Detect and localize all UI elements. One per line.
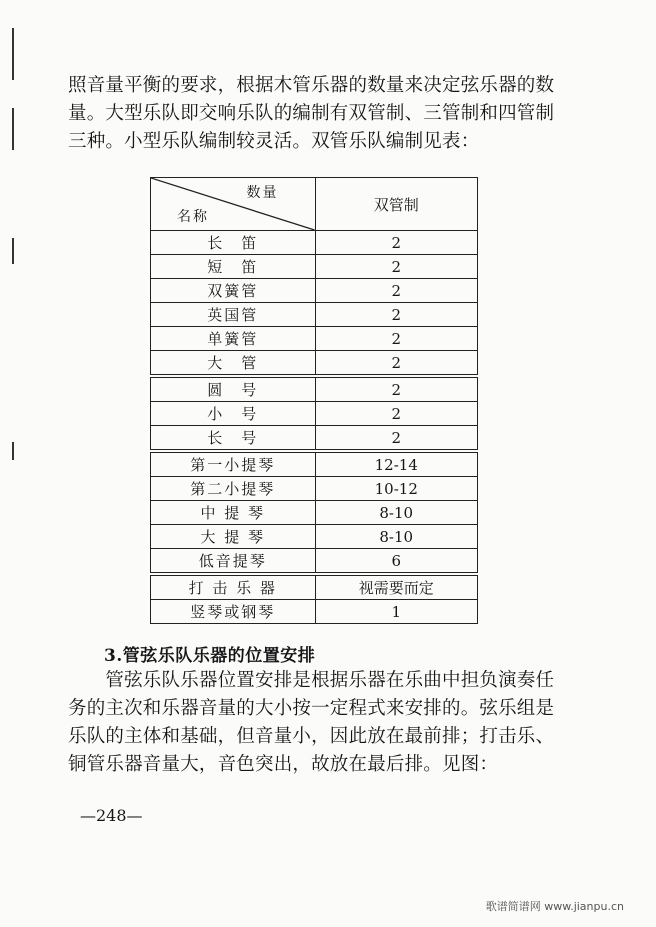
instrument-name: 英国管 xyxy=(151,303,316,327)
instrument-name: 大 提 琴 xyxy=(151,525,316,549)
instrument-name: 双簧管 xyxy=(151,279,316,303)
diagonal-header-cell xyxy=(151,178,316,231)
instrument-name: 长 笛 xyxy=(151,231,316,255)
instrument-count: 1 xyxy=(315,600,478,624)
table-row xyxy=(151,549,478,575)
instrument-count: 10-12 xyxy=(315,477,478,501)
scan-edge-mark xyxy=(12,108,14,150)
instrument-count: 12-14 xyxy=(315,451,478,477)
table-row xyxy=(151,525,478,549)
column-header: 双管制 xyxy=(315,178,478,231)
instrument-name: 第一小提琴 xyxy=(151,451,316,477)
instrument-count: 2 xyxy=(315,231,478,255)
instrument-count: 视需要而定 xyxy=(315,574,478,600)
table-row xyxy=(151,600,478,624)
instrument-count: 8-10 xyxy=(315,525,478,549)
instrument-count: 2 xyxy=(315,255,478,279)
instrument-name: 中 提 琴 xyxy=(151,501,316,525)
table-row xyxy=(151,303,478,327)
text-line: 照音量平衡的要求，根据木管乐器的数量来决定弦乐器的数 xyxy=(68,75,555,96)
intro-paragraph xyxy=(68,72,583,156)
name-header: 名称 xyxy=(177,209,209,225)
instrument-count: 2 xyxy=(315,402,478,426)
text-line: 务的主次和乐器音量的大小按一定程式来安排的。弦乐组是 xyxy=(68,698,555,719)
table-row xyxy=(151,451,478,477)
instrument-name: 打 击 乐 器 xyxy=(151,574,316,600)
orchestra-table xyxy=(150,177,478,624)
instrument-name: 长 号 xyxy=(151,426,316,452)
table-row xyxy=(151,402,478,426)
scan-edge-mark xyxy=(12,28,14,80)
section-heading: 3.管弦乐队乐器的位置安排 xyxy=(104,646,316,666)
instrument-count: 6 xyxy=(315,549,478,575)
table-row xyxy=(151,231,478,255)
instrument-name: 小 号 xyxy=(151,402,316,426)
instrument-name: 单簧管 xyxy=(151,327,316,351)
instrument-count: 2 xyxy=(315,327,478,351)
instrument-count: 2 xyxy=(315,376,478,402)
table-row xyxy=(151,501,478,525)
instrument-name: 短 笛 xyxy=(151,255,316,279)
page-number: —248— xyxy=(80,806,143,825)
diagonal-line xyxy=(151,178,315,230)
scan-edge-mark xyxy=(12,442,14,460)
scan-edge-mark xyxy=(12,238,14,264)
table-row xyxy=(151,426,478,452)
text-line: 管弦乐队乐器位置安排是根据乐器在乐曲中担负演奏任 xyxy=(68,670,555,691)
table-row xyxy=(151,255,478,279)
site-watermark: 歌谱简谱网 www.jianpu.cn xyxy=(485,900,624,913)
instrument-count: 2 xyxy=(315,279,478,303)
instrument-name: 第二小提琴 xyxy=(151,477,316,501)
table-row xyxy=(151,574,478,600)
instrument-count: 8-10 xyxy=(315,501,478,525)
quantity-header: 数量 xyxy=(246,185,279,201)
instrument-name: 圆 号 xyxy=(151,376,316,402)
instrument-count: 2 xyxy=(315,303,478,327)
table-row xyxy=(151,327,478,351)
instrument-name: 竖琴或钢琴 xyxy=(151,600,316,624)
instrument-name: 大 管 xyxy=(151,351,316,377)
text-line: 乐队的主体和基础，但音量小，因此放在最前排；打击乐、 xyxy=(68,726,555,747)
table-row xyxy=(151,279,478,303)
text-line: 三种。小型乐队编制较灵活。双管乐队编制见表： xyxy=(68,131,480,152)
table-row xyxy=(151,351,478,377)
instrument-count: 2 xyxy=(315,426,478,452)
text-line: 量。大型乐队即交响乐队的编制有双管制、三管制和四管制 xyxy=(68,103,555,124)
table-row xyxy=(151,477,478,501)
instrument-count: 2 xyxy=(315,351,478,377)
body-paragraph xyxy=(68,667,583,779)
text-line: 铜管乐器音量大，音色突出，故放在最后排。见图： xyxy=(68,754,499,775)
table-row xyxy=(151,376,478,402)
instrument-name: 低音提琴 xyxy=(151,549,316,575)
